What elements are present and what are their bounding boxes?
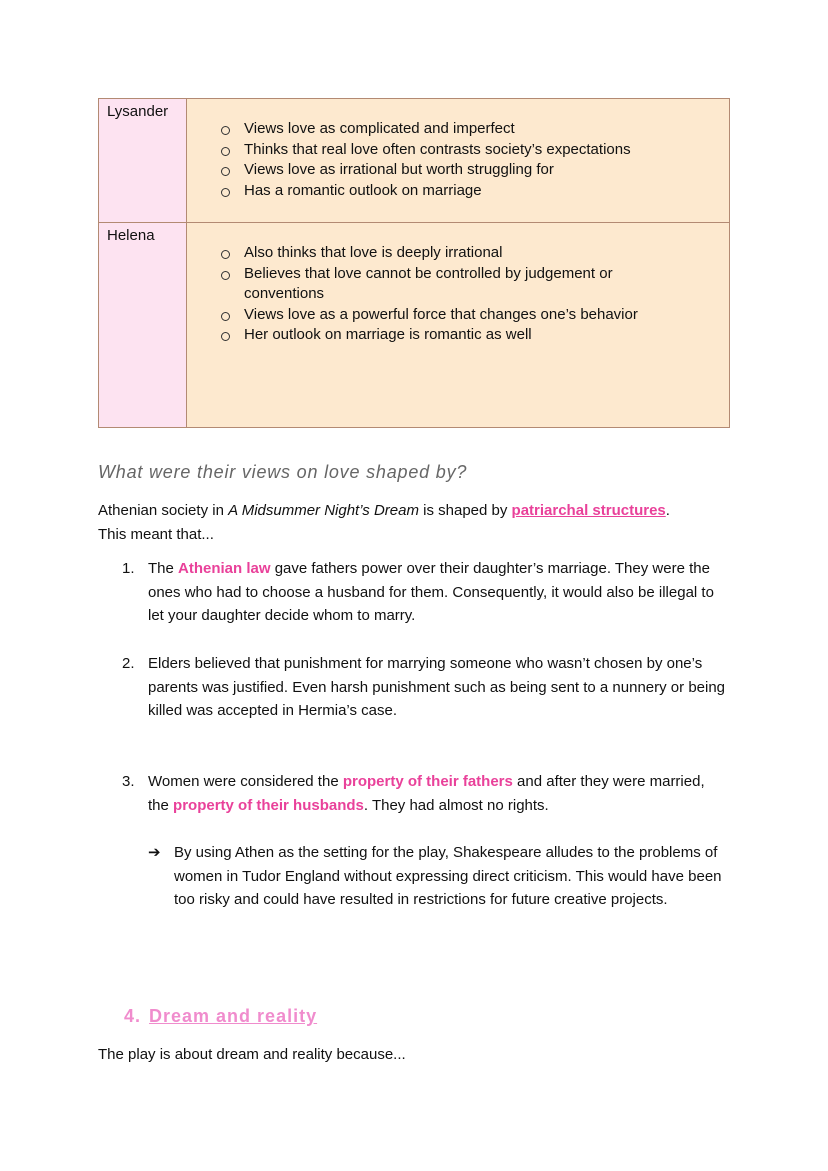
list-item: Believes that love cannot be controlled by judgement or conventions [187,264,729,305]
bullet-list [187,223,729,346]
highlight-term: Athenian law [178,560,271,577]
character-name: Helena [99,223,187,428]
list-item: Views love as complicated and imperfect [187,119,729,140]
table-row [99,99,730,223]
character-views-table [98,98,730,428]
list-item [122,557,728,628]
highlight-term: property of their fathers [342,773,513,790]
highlight-term: property of their husbands [173,796,364,814]
item-text: gave fathers power over their daughter’s marriage. They were the ones who had to choose a husband for them. Consequently, it would also be illegal to let your daughter decide whom to marry. [148,560,714,624]
arrow-note [148,841,734,912]
character-name: Lysander [99,99,187,223]
item-text: Elders believed that punishment for marrying someone who wasn’t chosen by one’s parents was justified. Even harsh punishment such as being sent to a nunnery or being killed was accepted in Hermia’s case. [148,655,726,719]
section-title: Dream and reality [149,1006,318,1026]
list-number: 3. [122,773,135,790]
list-item: Views love as a powerful force that changes one’s behavior [187,305,729,326]
section-intro: The play is about dream and reality because... [98,1046,406,1063]
arrow-icon: ➔ [148,844,161,861]
table-row [99,223,730,428]
list-item: Views love as irrational but worth struggling for [187,160,729,181]
note-text: By using Athen as the setting for the play, Shakespeare alludes to the problems of women in Tudor England without expressing direct criticism. This would have been too risky and could have resulted in restrictions for future creative projects. [174,844,722,908]
section-heading [124,1006,317,1027]
bullet-list [187,99,729,201]
list-item: Has a romantic outlook on marriage [187,181,729,202]
subheading: What were their views on love shaped by? [98,462,468,482]
character-views [187,99,730,223]
intro-text: is shaped by [418,502,512,519]
list-item [122,652,728,723]
intro-text: Athenian society in [98,502,229,519]
item-text: The [148,560,179,577]
highlight-term: patriarchal structures [511,502,666,519]
item-text: . They had almost no rights. [363,796,549,814]
intro-text: This meant that... [98,525,214,543]
list-item: Her outlook on marriage is romantic as well [187,325,729,346]
list-item [122,770,728,817]
intro-text: . [665,502,670,519]
play-title: A Midsummer Night’s Dream [228,502,419,519]
intro-paragraph [98,499,738,546]
section-number: 4. [124,1006,142,1026]
list-item: Also thinks that love is deeply irrational [187,243,729,264]
item-text: and after they were married, the [148,773,705,814]
list-number: 2. [122,655,135,672]
character-views [187,223,730,428]
list-number: 1. [122,560,135,577]
item-text: Women were considered the [148,773,343,790]
list-item: Thinks that real love often contrasts society’s expectations [187,140,729,161]
